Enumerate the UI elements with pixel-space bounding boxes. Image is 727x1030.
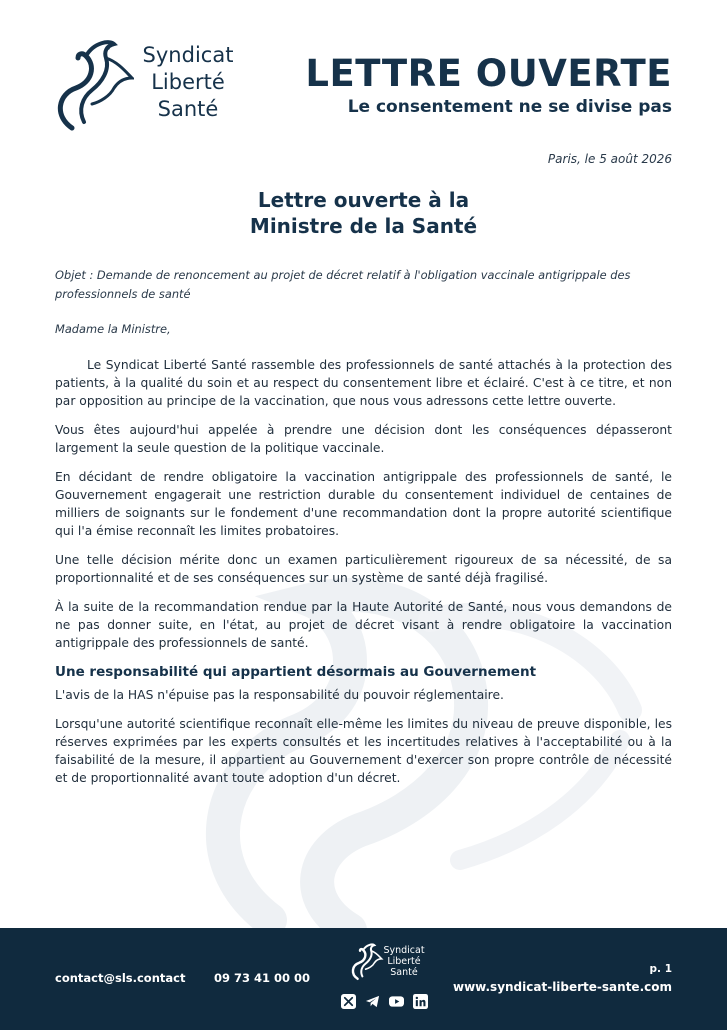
letter-body <box>55 266 672 787</box>
logo-line: Syndicat <box>142 43 234 67</box>
x-icon[interactable] <box>341 994 356 1009</box>
body-paragraph: Le Syndicat Liberté Santé rassemble des professionnels de santé attachés à la protection des patients, à la qualité du soin et au respect du consentement libre et éclairé. C'est à ce titre, et non par opposition au principe de la vaccination, que nous vous adressons cette lettre ouverte. <box>55 358 672 408</box>
logo-line: Liberté <box>387 956 421 967</box>
sls-logo <box>52 36 242 136</box>
footer-website-link[interactable]: www.syndicat-liberte-sante.com <box>453 980 672 994</box>
footer-email-link[interactable]: contact@sls.contact <box>55 971 186 985</box>
body-paragraph: Une telle décision mérite donc un examen particulièrement rigoureux de sa nécessité, de sa proportionnalité et de ses conséquences sur un système de santé déjà fragilisé. <box>55 553 672 585</box>
letter-subtitle: Le consentement ne se divise pas <box>347 97 672 117</box>
logo-line: Syndicat <box>383 945 425 956</box>
letter-type-title: LETTRE OUVERTE <box>305 52 672 95</box>
footer-logo-wordmark <box>382 945 426 978</box>
document-title-line: Lettre ouverte à la <box>257 188 470 212</box>
letter-header <box>0 0 727 150</box>
body-paragraph: En décidant de rendre obligatoire la vaccination antigrippale des professionnels de santé, le Gouvernement engagerait une restriction durable du consentement individuel de centaines de milliers de soignants sur le fondement d'une recommandation dont la propre autorité scientifique qui l'a émise reconnaît les limites probatoires. <box>55 470 672 538</box>
telegram-icon[interactable] <box>365 994 380 1009</box>
body-paragraph: Lorsqu'une autorité scientifique reconnaît elle-même les limites du niveau de preuve disponible, les réserves exprimées par les experts consultés et les incertitudes relatives à l'acceptabilité ou à la faisabilité de la mesure, il appartient au Gouvernement d'exercer son propre contrôle de nécessité et de proportionnalité avant toute adoption d'un décret. <box>55 717 672 785</box>
page-number: p. 1 <box>649 963 672 975</box>
logo-line: Santé <box>157 97 219 121</box>
social-links <box>341 994 433 1010</box>
letter-object: Objet : Demande de renoncement au projet de décret relatif à l'obligation vaccinale antigrippale des professionnels de santé <box>55 268 631 301</box>
youtube-icon[interactable] <box>389 994 404 1009</box>
body-paragraph: L'avis de la HAS n'épuise pas la responsabilité du pouvoir réglementaire. <box>55 688 504 702</box>
body-paragraph: Vous êtes aujourd'hui appelée à prendre une décision dont les conséquences dépasseront largement la seule question de la politique vaccinale. <box>55 423 672 455</box>
footer-logo <box>348 942 428 982</box>
salutation: Madame la Ministre, <box>55 322 171 336</box>
logo-wordmark <box>138 42 238 123</box>
logo-line: Santé <box>390 967 418 978</box>
page-footer <box>0 928 727 1030</box>
body-paragraph: À la suite de la recommandation rendue par la Haute Autorité de Santé, nous vous demandons de ne pas donner suite, en l'état, au projet de décret visant à rendre obligatoire la vaccination antigrippale des professionnels de santé. <box>55 600 672 650</box>
dove-logo-icon <box>52 36 134 136</box>
logo-line: Liberté <box>151 70 225 94</box>
document-title <box>0 187 727 239</box>
linkedin-icon[interactable] <box>413 994 428 1009</box>
dove-logo-icon <box>348 942 384 982</box>
footer-phone-link[interactable]: 09 73 41 00 00 <box>214 971 311 985</box>
header-title-block <box>305 52 672 117</box>
section-heading: Une responsabilité qui appartient désormais au Gouvernement <box>55 664 537 680</box>
document-title-line: Ministre de la Santé <box>249 214 478 238</box>
letter-date: Paris, le 5 août 2026 <box>547 152 672 166</box>
